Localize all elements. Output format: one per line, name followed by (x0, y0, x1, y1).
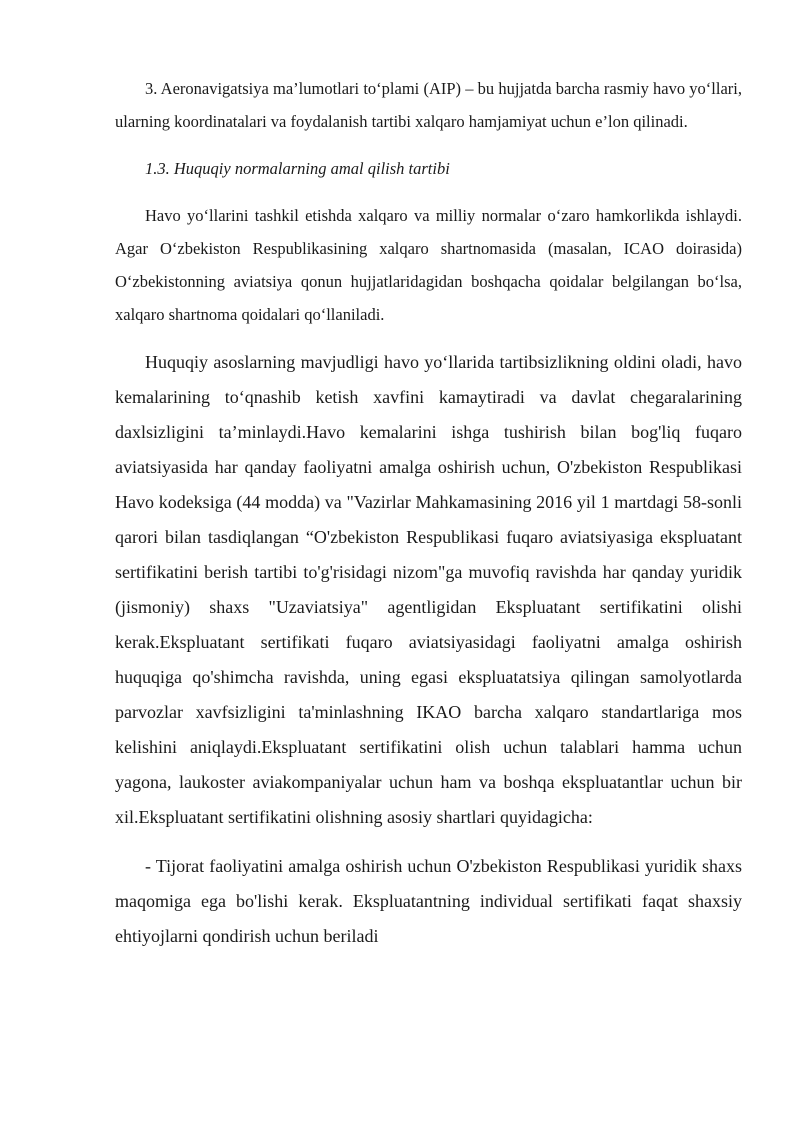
section-heading: 1.3. Huquqiy normalarning amal qilish tartibi (145, 159, 450, 178)
paragraph-condition: - Tijorat faoliyatini amalga oshirish uchun O'zbekiston Respublikasi yuridik shaxs maqomiga ega bo'lishi kerak. Ekspluatantning individual sertifikati faqat shaxsiy ehtiyojlarni qondirish uchun beriladi (115, 856, 742, 946)
paragraph-certificate: Huquqiy asoslarning mavjudligi havo yo‘llarida tartibsizlikning oldini oladi, havo kemalarining to‘qnashib ketish xavfini kamaytiradi va davlat chegaralarining daxlsizligini ta’minlaydi.Havo kemalarini ishga tushirish bilan bog'liq fuqaro aviatsiyasida har qanday faoliyatni amalga oshirish uchun, O'zbekiston Respublikasi Havo kodeksiga (44 modda) va "Vazirlar Mahkamasining 2016 yil 1 martdagi 58-sonli qarori bilan tasdiqlangan “O'zbekiston Respublikasi fuqaro aviatsiyasiga ekspluatant sertifikatini berish tartibi to'g'risidagi nizom"ga muvofiq ravishda har qanday yuridik (jismoniy) shaxs "Uzaviatsiya" agentligidan Ekspluatant sertifikatini olishi kerak.Ekspluatant sertifikati fuqaro aviatsiyasidagi faoliyatni amalga oshirish huquqiga qo'shimcha ravishda, uning egasi ekspluatatsiya qilingan samolyotlarda parvozlar xavfsizligini ta'minlashning IKAO barcha xalqaro standartlariga mos kelishini aniqlaydi.Ekspluatant sertifikatini olish uchun talablari hamma uchun yagona, laukoster aviakompaniyalar uchun ham va boshqa ekspluatantlar uchun bir xil.Ekspluatant sertifikatini olishning asosiy shartlari quyidagicha: (115, 352, 742, 827)
document-page (115, 72, 742, 954)
paragraph-norms: Havo yo‘llarini tashkil etishda xalqaro va milliy normalar o‘zaro hamkorlikda ishlaydi. Agar O‘zbekiston Respublikasining xalqaro shartnomasida (masalan, ICAO doirasida) O‘zbekistonning aviatsiya qonun hujjatlaridagidan boshqacha qoidalar belgilangan bo‘lsa, xalqaro shartnoma qoidalari qo‘llaniladi. (115, 206, 742, 324)
paragraph-aip: 3. Aeronavigatsiya ma’lumotlari to‘plami (AIP) – bu hujjatda barcha rasmiy havo yo‘llari, ularning koordinatalari va foydalanish tartibi xalqaro hamjamiyat uchun e’lon qilinadi. (115, 79, 742, 131)
